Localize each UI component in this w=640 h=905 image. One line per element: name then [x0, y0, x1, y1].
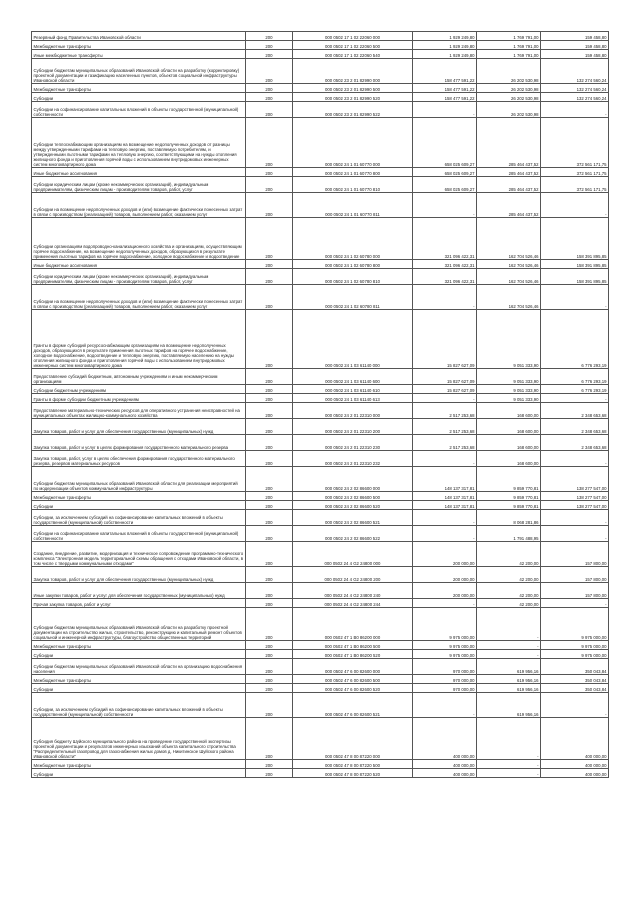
row-remaining: 6 776 293,19	[541, 385, 609, 394]
row-approved: 9 975 000,00	[413, 641, 477, 650]
row-name: Субсидии	[32, 650, 246, 659]
row-approved: 658 025 609,27	[413, 168, 477, 177]
row-kbk: 000 0502 24 2 02 86600 521	[293, 510, 413, 526]
row-name: Закупка товаров, работ и услуг для обеспечения государственных (муниципальных) нужд	[32, 567, 246, 583]
row-approved: 1 929 249,80	[413, 32, 477, 41]
row-remaining: 6 776 293,19	[541, 369, 609, 385]
row-name: Субсидии на возмещение недополученных доходов и (или) возмещение фактически понесенных затрат в связи с производством (реализацией) товаров, выполнением работ, оказанием услуг	[32, 193, 246, 218]
table-row	[32, 599, 609, 608]
row-name: Предоставление субсидий бюджетным, автономным учреждениям и иным некоммерческим организациям	[32, 369, 246, 385]
row-kbk: 000 0502 47 1 B0 86200 520	[293, 650, 413, 659]
row-code: 200	[246, 659, 293, 675]
row-kbk: 000 0502 24 1 01 60770 810	[293, 177, 413, 193]
row-name: Субсидии, за исключением субсидий на софинансирование капитальных вложений в объекты государственной (муниципальной) собственности	[32, 693, 246, 718]
row-remaining: 400 000,00	[541, 760, 609, 769]
row-remaining: 9 975 000,00	[541, 641, 609, 650]
row-approved: 158 477 591,22	[413, 84, 477, 93]
row-remaining: -	[541, 599, 609, 608]
row-code: 200	[246, 769, 293, 778]
row-remaining: 158 391 895,85	[541, 260, 609, 269]
row-code: 200	[246, 599, 293, 608]
row-code: 200	[246, 93, 293, 102]
row-approved: 148 137 317,81	[413, 492, 477, 501]
row-kbk: 000 0502 17 1 02 22060 500	[293, 41, 413, 50]
row-code: 200	[246, 492, 293, 501]
row-name: Закупка товаров, работ и услуг в целях формирования государственного материального резерва	[32, 435, 246, 451]
row-name: Резервный фонд Правительства Ивановской области	[32, 32, 246, 41]
row-kbk: 000 0502 24 4 G2 24800 000	[293, 542, 413, 567]
row-executed: 26 202 530,98	[477, 93, 541, 102]
row-name: Субсидии бюджетам муниципальных образований Ивановской области на организацию водоснабжения населения	[32, 659, 246, 675]
row-remaining: 159 458,80	[541, 32, 609, 41]
table-row	[32, 84, 609, 93]
row-remaining: 157 800,00	[541, 542, 609, 567]
row-code: 200	[246, 510, 293, 526]
row-code: 200	[246, 102, 293, 118]
row-remaining: -	[541, 526, 609, 542]
row-remaining: 132 274 560,24	[541, 59, 609, 84]
row-remaining: 2 348 653,68	[541, 435, 609, 451]
row-code: 200	[246, 59, 293, 84]
row-remaining: 157 800,00	[541, 567, 609, 583]
row-kbk: 000 0502 24 1 01 60770 800	[293, 168, 413, 177]
row-remaining: 372 561 171,75	[541, 177, 609, 193]
row-kbk: 000 0502 17 1 02 22060 540	[293, 50, 413, 59]
row-code: 200	[246, 50, 293, 59]
row-name: Предоставление материально-технических ресурсов для оперативного устранения неисправностей на муниципальных объектах жилищно-коммунального хозяйства	[32, 403, 246, 419]
row-kbk: 000 0502 24 1 02 60780 811	[293, 285, 413, 310]
row-remaining: 400 000,00	[541, 769, 609, 778]
row-remaining: 158 391 895,85	[541, 269, 609, 285]
row-name: Субсидии теплоснабжающим организациям на возмещение недополученных доходов от разницы между утвержденными тарифами на тепловую энергию, поставляемую потребителям, и утвержденными льготными тарифами на тепловую энергию, соответствующими на нужды отопления жилищного фонда и приготовления горячей воды с использованием внутридомовых инженерных систем многоквартирного дома	[32, 118, 246, 168]
row-executed: 9 051 333,90	[477, 310, 541, 369]
row-kbk: 000 0502 24 1 03 61140 600	[293, 369, 413, 385]
row-kbk: 000 0502 24 2 01 22310 230	[293, 435, 413, 451]
row-executed: 168 600,00	[477, 419, 541, 435]
row-remaining: 372 561 171,75	[541, 118, 609, 168]
table-row	[32, 675, 609, 684]
row-approved: 321 096 422,31	[413, 269, 477, 285]
table-row	[32, 394, 609, 403]
row-executed: 26 202 530,98	[477, 84, 541, 93]
table-row	[32, 542, 609, 567]
table-row	[32, 168, 609, 177]
row-remaining: -	[541, 193, 609, 218]
table-row	[32, 693, 609, 718]
row-code: 200	[246, 650, 293, 659]
table-row	[32, 385, 609, 394]
row-name: Субсидии бюджетам муниципальных образований Ивановской области для реализации мероприятий по модернизации объектов коммунальной инфраструктуры	[32, 467, 246, 492]
row-executed: 42 200,00	[477, 599, 541, 608]
row-executed: 619 956,16	[477, 693, 541, 718]
row-executed: -	[477, 650, 541, 659]
row-kbk: 000 0502 47 8 00 87220 000	[293, 718, 413, 760]
row-name: Субсидии	[32, 769, 246, 778]
row-approved: -	[413, 102, 477, 118]
table-row	[32, 369, 609, 385]
row-kbk: 000 0502 24 4 G2 24800 200	[293, 567, 413, 583]
row-kbk: 000 0502 47 8 00 87220 500	[293, 760, 413, 769]
row-code: 200	[246, 41, 293, 50]
row-executed: 168 600,00	[477, 403, 541, 419]
row-executed: 619 956,16	[477, 684, 541, 693]
row-name: Иные межбюджетные трансферты	[32, 50, 246, 59]
row-remaining: 132 274 560,24	[541, 84, 609, 93]
table-row	[32, 269, 609, 285]
table-row	[32, 260, 609, 269]
budget-execution-table	[31, 31, 609, 778]
row-code: 200	[246, 641, 293, 650]
row-approved: 158 477 591,22	[413, 59, 477, 84]
row-name: Закупка товаров, работ и услуг для обеспечения государственных (муниципальных) нужд	[32, 419, 246, 435]
row-remaining: 9 975 000,00	[541, 608, 609, 641]
table-row	[32, 193, 609, 218]
row-executed: 619 956,16	[477, 675, 541, 684]
row-name: Субсидии	[32, 684, 246, 693]
row-executed: 162 704 526,46	[477, 269, 541, 285]
row-code: 200	[246, 567, 293, 583]
table-row	[32, 760, 609, 769]
row-remaining: 157 800,00	[541, 583, 609, 599]
row-kbk: 000 0502 24 4 G2 24800 244	[293, 599, 413, 608]
row-executed: 42 200,00	[477, 542, 541, 567]
table-row	[32, 310, 609, 369]
row-kbk: 000 0502 23 2 01 82990 520	[293, 93, 413, 102]
row-kbk: 000 0502 47 8 00 87220 520	[293, 769, 413, 778]
row-code: 200	[246, 369, 293, 385]
row-approved: 1 929 249,80	[413, 50, 477, 59]
table-row	[32, 501, 609, 510]
row-executed: 619 956,16	[477, 659, 541, 675]
row-kbk: 000 0502 23 2 01 82990 000	[293, 59, 413, 84]
table-row	[32, 467, 609, 492]
row-kbk: 000 0502 24 4 G2 24800 240	[293, 583, 413, 599]
row-executed: -	[477, 760, 541, 769]
row-code: 200	[246, 542, 293, 567]
row-code: 200	[246, 310, 293, 369]
row-kbk: 000 0502 24 1 03 61140 613	[293, 394, 413, 403]
row-code: 200	[246, 693, 293, 718]
table-row	[32, 32, 609, 41]
row-code: 200	[246, 583, 293, 599]
row-code: 200	[246, 168, 293, 177]
row-approved: 200 000,00	[413, 542, 477, 567]
row-kbk: 000 0502 24 2 02 86600 522	[293, 526, 413, 542]
table-row	[32, 684, 609, 693]
row-name: Субсидии организациям водопроводно-канализационного хозяйства и организациям, осуществляющим горячее водоснабжение, на возмещение недополученных доходов, образующихся в результате применения льготных тарифов на горячее водоснабжение, холодное водоснабжение и водоотведение	[32, 218, 246, 260]
row-executed: 285 464 437,52	[477, 177, 541, 193]
row-kbk: 000 0502 24 1 03 61140 000	[293, 310, 413, 369]
row-approved: 400 000,00	[413, 760, 477, 769]
row-remaining: 350 043,84	[541, 675, 609, 684]
row-remaining: 138 277 547,00	[541, 467, 609, 492]
row-code: 200	[246, 467, 293, 492]
row-name: Межбюджетные трансферты	[32, 760, 246, 769]
row-approved: 15 827 627,09	[413, 385, 477, 394]
table-row	[32, 118, 609, 168]
row-kbk: 000 0502 47 6 00 82600 521	[293, 693, 413, 718]
row-executed: 1 769 791,00	[477, 41, 541, 50]
table-row	[32, 510, 609, 526]
table-row	[32, 650, 609, 659]
row-code: 200	[246, 760, 293, 769]
row-remaining: -	[541, 451, 609, 467]
table-row	[32, 526, 609, 542]
row-kbk: 000 0502 23 2 01 82990 500	[293, 84, 413, 93]
row-executed: 162 704 526,46	[477, 218, 541, 260]
row-code: 200	[246, 419, 293, 435]
row-remaining: -	[541, 394, 609, 403]
row-approved: 970 000,00	[413, 675, 477, 684]
row-remaining: 138 277 547,00	[541, 501, 609, 510]
row-kbk: 000 0502 24 2 01 22310 000	[293, 403, 413, 419]
row-name: Иные бюджетные ассигнования	[32, 168, 246, 177]
row-executed: 42 200,00	[477, 567, 541, 583]
row-executed: 42 200,00	[477, 583, 541, 599]
row-name: Гранты в форме субсидии бюджетным учреждениям	[32, 394, 246, 403]
row-name: Межбюджетные трансферты	[32, 84, 246, 93]
row-approved: 970 000,00	[413, 684, 477, 693]
row-approved: -	[413, 193, 477, 218]
row-kbk: 000 0502 24 2 01 22310 232	[293, 451, 413, 467]
table-row	[32, 102, 609, 118]
row-kbk: 000 0502 23 2 01 82990 522	[293, 102, 413, 118]
row-kbk: 000 0502 24 2 02 86600 500	[293, 492, 413, 501]
row-executed: 1 791 488,95	[477, 526, 541, 542]
row-approved: -	[413, 285, 477, 310]
row-remaining: 159 458,80	[541, 50, 609, 59]
row-executed: 9 051 333,90	[477, 385, 541, 394]
budget-report-page	[31, 31, 608, 778]
row-remaining: -	[541, 510, 609, 526]
row-kbk: 000 0502 17 1 02 22060 000	[293, 32, 413, 41]
row-approved: 148 137 317,81	[413, 467, 477, 492]
row-approved: -	[413, 510, 477, 526]
row-executed: 285 464 437,52	[477, 168, 541, 177]
row-executed: -	[477, 769, 541, 778]
row-approved: 1 929 249,80	[413, 41, 477, 50]
table-row	[32, 177, 609, 193]
row-executed: 9 859 770,81	[477, 492, 541, 501]
table-row	[32, 218, 609, 260]
row-kbk: 000 0502 24 2 02 86600 520	[293, 501, 413, 510]
row-approved: 400 000,00	[413, 718, 477, 760]
row-executed: 168 600,00	[477, 451, 541, 467]
table-row	[32, 641, 609, 650]
row-kbk: 000 0502 24 1 02 60780 800	[293, 260, 413, 269]
row-approved: 200 000,00	[413, 567, 477, 583]
row-name: Субсидии	[32, 93, 246, 102]
row-kbk: 000 0502 24 2 01 22310 200	[293, 419, 413, 435]
table-row	[32, 718, 609, 760]
row-executed: 168 600,00	[477, 435, 541, 451]
row-remaining: 132 274 560,24	[541, 93, 609, 102]
row-executed: 1 769 791,00	[477, 32, 541, 41]
row-kbk: 000 0502 47 1 B0 86200 500	[293, 641, 413, 650]
row-executed: 26 202 530,98	[477, 102, 541, 118]
row-code: 200	[246, 385, 293, 394]
row-name: Субсидии юридическим лицам (кроме некоммерческих организаций), индивидуальным предпринимателям, физическим лицам - производителям товаров, работ, услуг	[32, 269, 246, 285]
row-approved: 321 096 422,31	[413, 260, 477, 269]
row-name: Субсидия бюджету Шуйского муниципального района на проведение государственной экспертизы проектной документации и результатов инженерных изысканий объекта капитального строительства "Распределительный газопровод для газоснабжения жилых домов д. Никитинское Шуйского района Ивановской области"	[32, 718, 246, 760]
row-approved: -	[413, 451, 477, 467]
row-approved: 2 517 253,68	[413, 403, 477, 419]
row-kbk: 000 0502 24 1 02 60780 810	[293, 269, 413, 285]
table-body	[32, 32, 609, 778]
row-code: 200	[246, 403, 293, 419]
table-row	[32, 567, 609, 583]
row-executed: 9 051 333,90	[477, 369, 541, 385]
row-code: 200	[246, 193, 293, 218]
row-remaining: 350 043,84	[541, 684, 609, 693]
row-code: 200	[246, 501, 293, 510]
row-kbk: 000 0502 47 1 B0 86200 000	[293, 608, 413, 641]
row-remaining: 159 458,80	[541, 41, 609, 50]
row-executed: -	[477, 718, 541, 760]
row-code: 200	[246, 260, 293, 269]
row-kbk: 000 0502 24 1 01 60770 811	[293, 193, 413, 218]
row-name: Иные бюджетные ассигнования	[32, 260, 246, 269]
row-approved: 2 517 253,68	[413, 419, 477, 435]
row-name: Субсидии на софинансирование капитальных вложений в объекты государственной (муниципальной) собственности	[32, 526, 246, 542]
row-approved: 400 000,00	[413, 769, 477, 778]
row-executed: -	[477, 608, 541, 641]
row-approved: -	[413, 526, 477, 542]
table-row	[32, 419, 609, 435]
row-executed: 285 464 437,52	[477, 193, 541, 218]
row-remaining: 9 975 000,00	[541, 650, 609, 659]
row-kbk: 000 0502 24 1 03 61140 610	[293, 385, 413, 394]
row-name: Межбюджетные трансферты	[32, 675, 246, 684]
table-row	[32, 659, 609, 675]
table-row	[32, 769, 609, 778]
row-code: 200	[246, 285, 293, 310]
row-approved: 658 025 609,27	[413, 177, 477, 193]
row-code: 200	[246, 32, 293, 41]
row-remaining: 138 277 547,00	[541, 492, 609, 501]
table-row	[32, 93, 609, 102]
row-approved: 9 975 000,00	[413, 608, 477, 641]
row-kbk: 000 0502 47 6 00 82600 520	[293, 684, 413, 693]
row-executed: 285 464 437,52	[477, 118, 541, 168]
row-remaining: 372 561 171,75	[541, 168, 609, 177]
row-remaining: 158 391 895,85	[541, 218, 609, 260]
row-name: Субсидии на возмещение недополученных доходов и (или) возмещение фактически понесенных затрат в связи с производством (реализацией) товаров, выполнением работ, оказанием услуг	[32, 285, 246, 310]
table-row	[32, 403, 609, 419]
row-code: 200	[246, 435, 293, 451]
row-kbk: 000 0502 47 6 00 82600 000	[293, 659, 413, 675]
row-code: 200	[246, 177, 293, 193]
row-remaining: 2 348 653,68	[541, 419, 609, 435]
table-row	[32, 451, 609, 467]
row-executed: -	[477, 641, 541, 650]
row-name: Субсидии на софинансирование капитальных вложений в объекты государственной (муниципальной) собственности	[32, 102, 246, 118]
row-kbk: 000 0502 47 6 00 82600 500	[293, 675, 413, 684]
table-row	[32, 492, 609, 501]
row-executed: 9 859 770,81	[477, 501, 541, 510]
row-approved: 158 477 591,22	[413, 93, 477, 102]
row-code: 200	[246, 526, 293, 542]
row-code: 200	[246, 718, 293, 760]
table-row	[32, 435, 609, 451]
row-name: Прочая закупка товаров, работ и услуг	[32, 599, 246, 608]
row-name: Межбюджетные трансферты	[32, 641, 246, 650]
table-row	[32, 59, 609, 84]
row-remaining: -	[541, 285, 609, 310]
row-name: Иные закупки товаров, работ и услуг для обеспечения государственных (муниципальных) нужд	[32, 583, 246, 599]
row-approved: 970 000,00	[413, 659, 477, 675]
row-remaining: 2 348 653,68	[541, 403, 609, 419]
row-name: Межбюджетные трансферты	[32, 492, 246, 501]
row-code: 200	[246, 451, 293, 467]
row-remaining: 6 776 293,19	[541, 310, 609, 369]
row-name: Межбюджетные трансферты	[32, 41, 246, 50]
row-code: 200	[246, 394, 293, 403]
row-kbk: 000 0502 24 1 02 60780 000	[293, 218, 413, 260]
row-approved: -	[413, 394, 477, 403]
row-name: Субсидии бюджетным учреждениям	[32, 385, 246, 394]
row-name: Гранты в форме субсидий ресурсоснабжающим организациям на возмещение недополученных доходов, образующихся в результате применения льготных тарифов на горячее водоснабжение, холодное водоснабжение, водоотведение и тепловую энергию, поставляемую населению на нужды отопления жилищного фонда и приготовления горячей воды с использованием внутридомовых инженерных систем многоквартирного дома	[32, 310, 246, 369]
row-name: Субсидии бюджетам муниципальных образований Ивановской области на разработку (корректировку) проектной документации и газификацию населенных пунктов, объектов социальной инфраструктуры Ивановской области	[32, 59, 246, 84]
row-approved: 321 096 422,31	[413, 218, 477, 260]
row-kbk: 000 0502 24 2 02 86600 000	[293, 467, 413, 492]
row-approved: 148 137 317,81	[413, 501, 477, 510]
row-approved: 15 827 627,09	[413, 369, 477, 385]
row-name: Создание, внедрение, развитие, модернизация и техническое сопровождение программно-технического комплекса "Электронная модель территориальной схемы обращения с отходами Ивановской области, в том числе с твердыми коммунальными отходами"	[32, 542, 246, 567]
table-row	[32, 50, 609, 59]
row-name: Субсидии бюджетам муниципальных образований Ивановской области на разработку проектной документации на строительство жилых, строительство, реконструкцию и капитальный ремонт объектов социальной и инженерной инфраструктуры, благоустройство общественных территорий	[32, 608, 246, 641]
row-code: 200	[246, 675, 293, 684]
row-remaining: -	[541, 102, 609, 118]
row-code: 200	[246, 684, 293, 693]
row-approved: 658 025 609,27	[413, 118, 477, 168]
row-code: 200	[246, 608, 293, 641]
row-kbk: 000 0502 24 1 01 60770 000	[293, 118, 413, 168]
row-executed: 1 769 791,00	[477, 50, 541, 59]
row-executed: 8 068 281,86	[477, 510, 541, 526]
row-remaining: -	[541, 693, 609, 718]
row-approved: 200 000,00	[413, 583, 477, 599]
row-name: Закупка товаров, работ, услуг в целях обеспечения формирования государственного материального резерва, резервов материальных ресурсов	[32, 451, 246, 467]
table-row	[32, 41, 609, 50]
row-code: 200	[246, 218, 293, 260]
table-row	[32, 583, 609, 599]
row-approved: -	[413, 599, 477, 608]
row-code: 200	[246, 84, 293, 93]
row-name: Субсидии	[32, 501, 246, 510]
row-name: Субсидии юридическим лицам (кроме некоммерческих организаций), индивидуальным предпринимателям, физическим лицам - производителям товаров, работ, услуг	[32, 177, 246, 193]
row-executed: 162 704 526,46	[477, 260, 541, 269]
row-code: 200	[246, 118, 293, 168]
table-row	[32, 608, 609, 641]
row-executed: 9 051 333,90	[477, 394, 541, 403]
row-executed: 9 859 770,81	[477, 467, 541, 492]
row-name: Субсидии, за исключением субсидий на софинансирование капитальных вложений в объекты государственной (муниципальной) собственности	[32, 510, 246, 526]
row-approved: 2 517 253,68	[413, 435, 477, 451]
row-approved: -	[413, 693, 477, 718]
row-executed: 26 202 530,98	[477, 59, 541, 84]
row-code: 200	[246, 269, 293, 285]
row-remaining: 350 043,84	[541, 659, 609, 675]
row-executed: 162 704 526,46	[477, 285, 541, 310]
row-approved: 15 827 627,09	[413, 310, 477, 369]
row-approved: 9 975 000,00	[413, 650, 477, 659]
row-remaining: 400 000,00	[541, 718, 609, 760]
table-row	[32, 285, 609, 310]
